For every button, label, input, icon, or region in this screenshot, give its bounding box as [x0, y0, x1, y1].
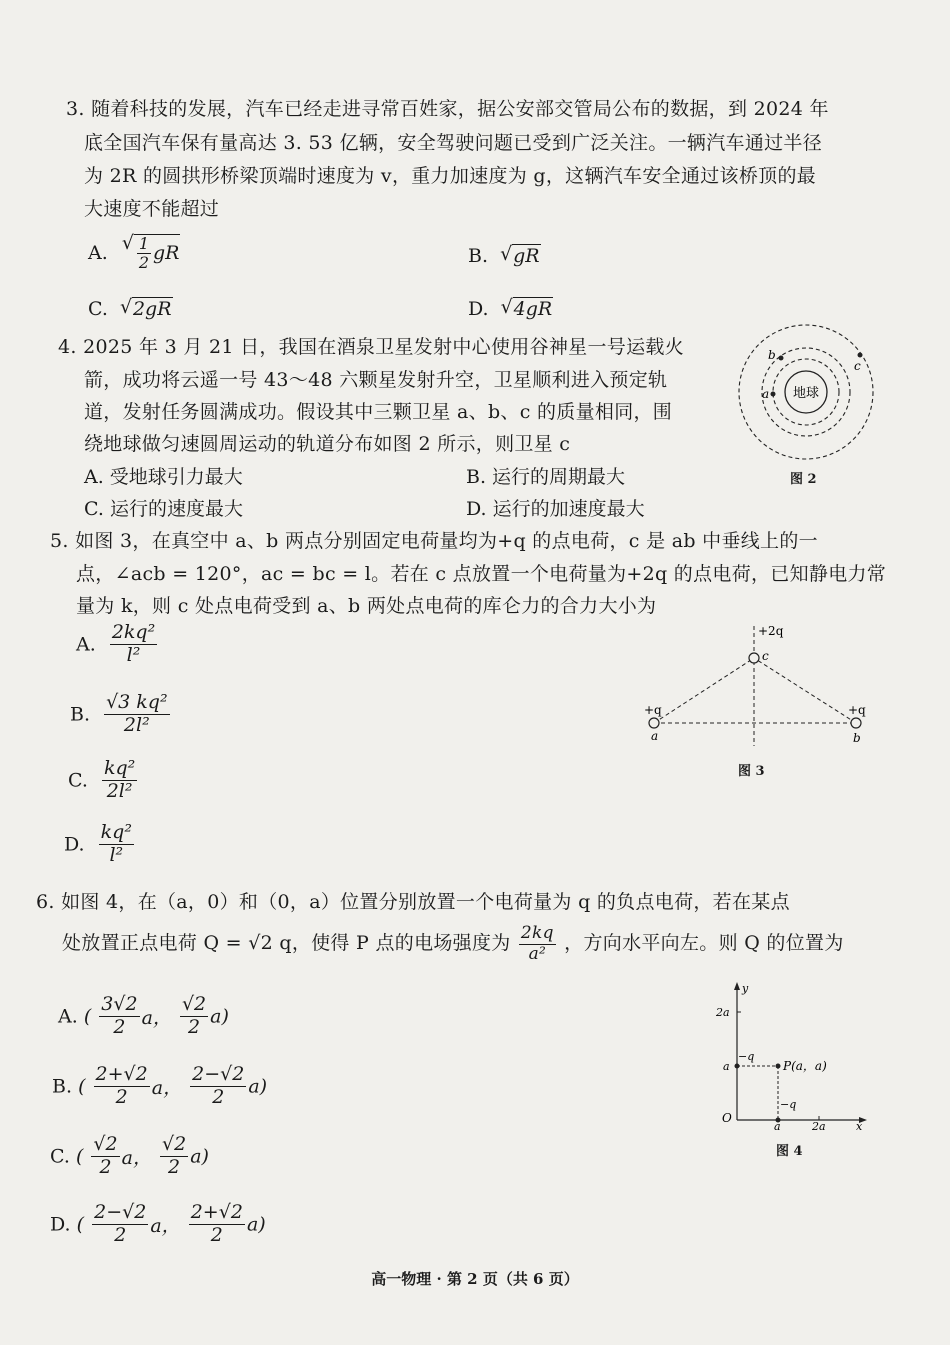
q5-option-c: C. $\frac{\text{kq²}}{\text{2l²}}$ — [68, 757, 136, 802]
charge-a — [649, 718, 659, 728]
origin-label: O — [722, 1111, 732, 1125]
charge-b-label: b — [853, 731, 861, 745]
figure-2-orbits — [736, 322, 878, 464]
q4-option-d: D. 运行的加速度最大 — [466, 498, 645, 520]
q3-option-d: D. √ 4gR — [468, 298, 553, 320]
charge-c-value: +2q — [758, 624, 784, 638]
q5-line-1: 5. 如图 3，在真空中 a、b 两点分别固定电荷量均为+q 的点电荷，c 是 ab 中垂线上的一 — [50, 530, 818, 552]
q5-option-d: D. $\frac{\text{kq²}}{\text{l²}}$ — [64, 821, 132, 866]
figure-2-caption: 图 2 — [790, 472, 817, 487]
charge-b-value: +q — [848, 703, 866, 717]
charge-a-value: +q — [644, 703, 662, 717]
q5-line-2: 点，∠acb = 120°，ac = bc = l。若在 c 点放置一个电荷量为+2q 的点电荷，已知静电力常 — [76, 563, 887, 585]
point-p — [776, 1064, 781, 1069]
q6-option-a: A. ( $\frac{3√2}{2}$ a， $\frac{√2}{2}$ a) — [58, 993, 229, 1038]
x-axis-label: x — [856, 1120, 863, 1130]
q5-line-3: 量为 k，则 c 处点电荷受到 a、b 两处点电荷的库仑力的合力大小为 — [76, 595, 657, 617]
page-footer: 高一物理 · 第 2 页（共 6 页） — [371, 1270, 579, 1288]
tick-2a-x: 2a — [812, 1120, 826, 1130]
charge-top — [735, 1064, 740, 1069]
q3-line-3: 为 2R 的圆拱形桥梁顶端时速度为 v，重力加速度为 g，这辆汽车安全通过该桥顶的最 — [84, 165, 817, 187]
q4-option-c: C. 运行的速度最大 — [84, 498, 243, 520]
tick-2a-y: 2a — [716, 1006, 730, 1019]
q4-option-a: A. 受地球引力最大 — [84, 466, 243, 488]
q4-option-b: B. 运行的周期最大 — [466, 466, 626, 488]
charge-bottom-label: −q — [780, 1098, 797, 1111]
tick-a-y: a — [723, 1060, 730, 1073]
satellite-b-label: b — [768, 348, 776, 362]
y-axis-label: y — [742, 982, 749, 995]
q4-line-4: 绕地球做匀速圆周运动的轨道分布如图 2 所示，则卫星 c — [84, 433, 571, 455]
charge-c — [749, 653, 759, 663]
q5-option-a: A. $\frac{\text{2kq²}}{\text{l²}}$ — [76, 621, 156, 666]
q3-option-c: C. √ 2gR — [88, 298, 173, 320]
q4-line-1: 4. 2025 年 3 月 21 日，我国在酒泉卫星发射中心使用谷神星一号运载火 — [58, 336, 684, 358]
figure-4-caption: 图 4 — [776, 1144, 803, 1159]
figure-3-caption: 图 3 — [738, 764, 765, 779]
satellite-a — [771, 392, 776, 397]
satellite-a-label: a — [762, 387, 770, 401]
charge-a-label: a — [651, 729, 659, 743]
q3-option-b: B. √ gR — [468, 245, 541, 267]
q3-line-4: 大速度不能超过 — [84, 198, 220, 220]
q5-option-b: B. $\frac{\text{√3 kq²}}{\text{2l²}}$ — [70, 691, 168, 736]
q6-line-2: 处放置正点电荷 Q = √2 q，使得 P 点的电场强度为 $\frac{2kq}{\text{a²}}$ ，方向水平向左。则 Q 的位置为 — [62, 923, 844, 964]
satellite-c — [858, 353, 863, 358]
q3-line-2: 底全国汽车保有量高达 3. 53 亿辆，安全驾驶问题已受到广泛关注。一辆汽车通过半径 — [84, 132, 823, 154]
point-p-label: P(a，a) — [783, 1059, 827, 1073]
q6-option-b: B. ( $\frac{2+√2}{2}$ a， $\frac{2-√2}{2}$ a) — [52, 1063, 268, 1108]
q6-line-1: 6. 如图 4，在（a，0）和（0，a）位置分别放置一个电荷量为 q 的负点电荷，若在某点 — [36, 891, 790, 913]
charge-c-label: c — [762, 649, 769, 663]
q3-line-1: 3. 随着科技的发展，汽车已经走进寻常百姓家，据公安部交管局公布的数据，到 2024 年 — [66, 98, 829, 120]
q4-line-3: 道，发射任务圆满成功。假设其中三颗卫星 a、b、c 的质量相同，围 — [84, 401, 673, 423]
figure-4-axes — [712, 980, 872, 1130]
q6-option-c: C. ( $\frac{√2}{2}$ a， $\frac{√2}{2}$ a) — [50, 1133, 209, 1178]
tick-a-x: a — [774, 1120, 781, 1130]
earth-label: 地球 — [792, 386, 820, 401]
q4-line-2: 箭，成功将云遥一号 43～48 六颗星发射升空，卫星顺利进入预定轨 — [84, 369, 668, 391]
charge-b — [851, 718, 861, 728]
q6-option-d: D. ( $\frac{2-√2}{2}$ a， $\frac{2+√2}{2}$ a) — [50, 1201, 266, 1246]
satellite-c-label: c — [854, 359, 861, 373]
q3-option-a: A. √ $\frac{1}{2}$ gR — [88, 234, 180, 273]
satellite-b — [779, 356, 784, 361]
figure-3-charges — [630, 618, 880, 748]
charge-top-label: −q — [738, 1050, 755, 1063]
